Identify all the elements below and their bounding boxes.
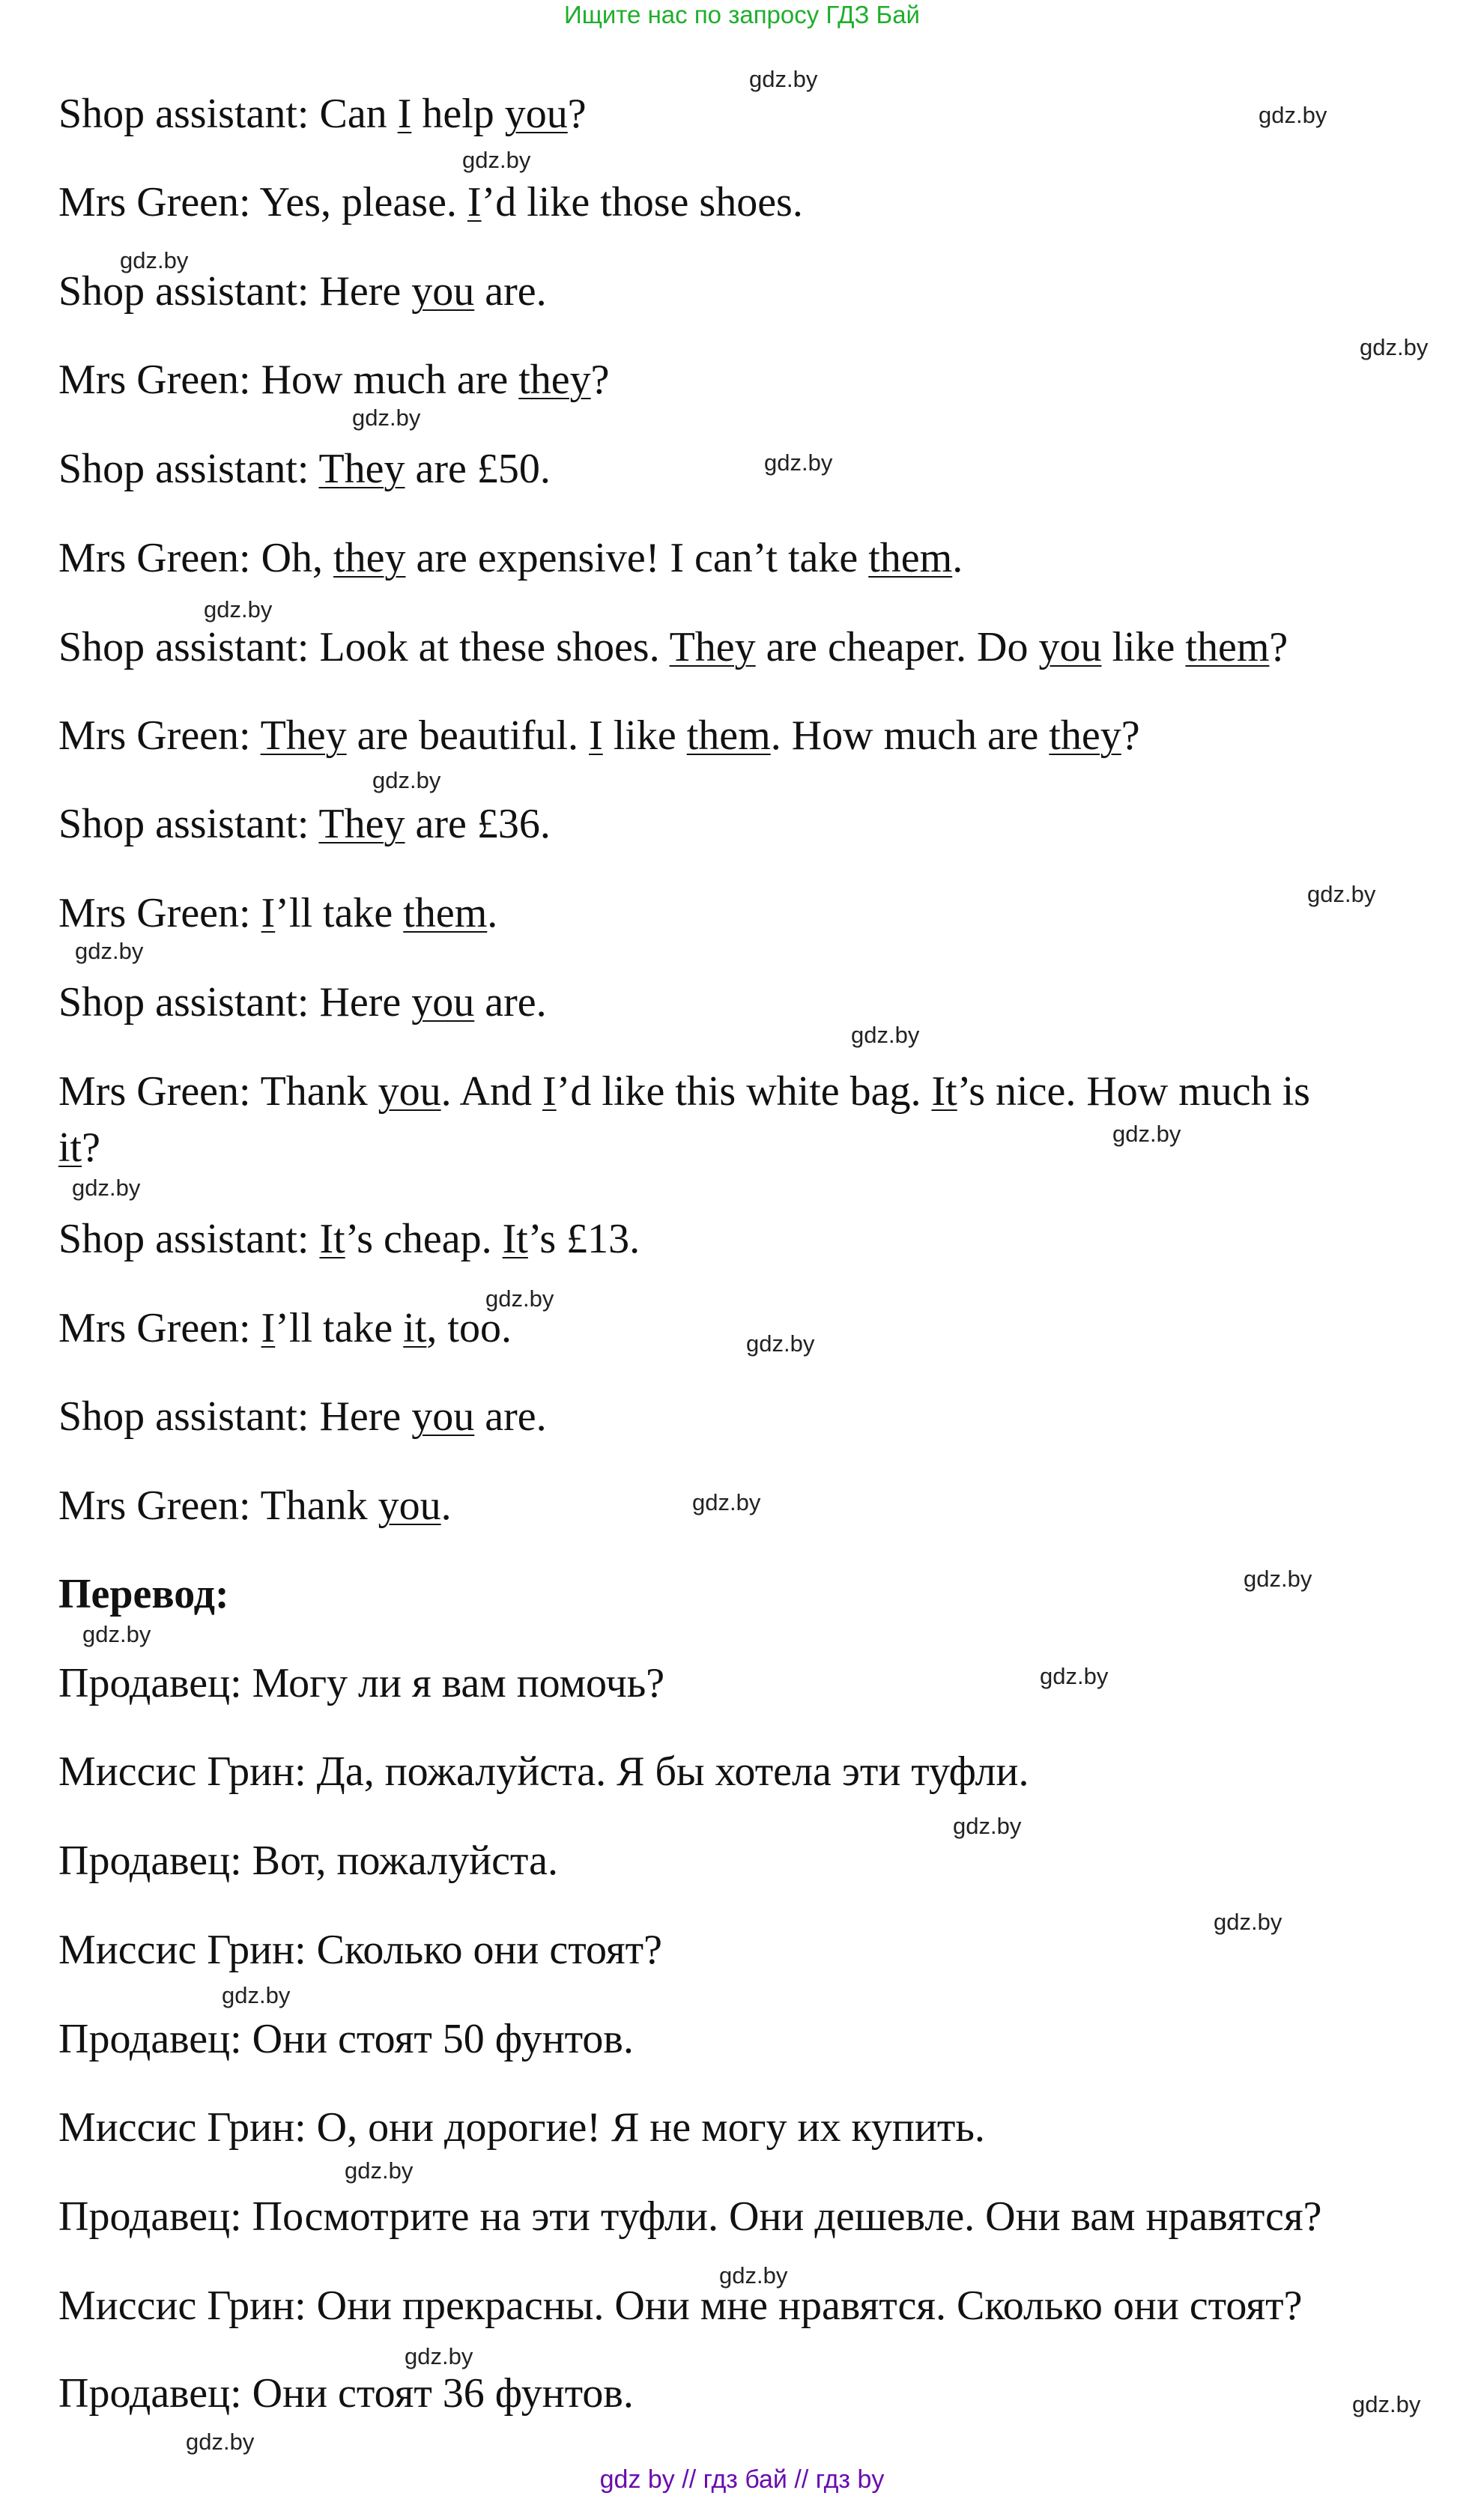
dialogue-text: are expensive! I can’t take (405, 535, 869, 581)
watermark: gdz.by (749, 66, 818, 92)
underlined-pronoun: I (589, 712, 603, 759)
watermark: gdz.by (1040, 1663, 1109, 1689)
dialogue-text: . How much are (770, 712, 1050, 759)
underlined-pronoun: you (411, 1393, 475, 1440)
underlined-pronoun: them (868, 535, 953, 581)
watermark: gdz.by (352, 405, 421, 431)
dialogue-line-13 (58, 1215, 640, 1263)
underlined-pronoun: you (411, 979, 475, 1026)
dialogue-text: ’d like those shoes. (481, 179, 803, 225)
dialogue-text: Shop assistant: Here (58, 979, 412, 1026)
dialogue-text: Shop assistant: (58, 801, 319, 847)
dialogue-text: Mrs Green: Thank (58, 1482, 378, 1529)
watermark: gdz.by (1259, 102, 1327, 128)
underlined-pronoun: It (502, 1216, 528, 1262)
watermark: gdz.by (1352, 2391, 1421, 2417)
dialogue-text: Shop assistant: (58, 1216, 320, 1262)
dialogue-line-15 (58, 1393, 547, 1441)
dialogue-text: Shop assistant: (58, 446, 319, 492)
watermark: gdz.by (1214, 1909, 1282, 1935)
watermark: gdz.by (746, 1330, 815, 1357)
underlined-pronoun: I (261, 1305, 276, 1351)
watermark: gdz.by (405, 2343, 473, 2369)
dialogue-text: like (602, 712, 687, 759)
watermark: gdz.by (851, 1022, 920, 1048)
underlined-pronoun: it (403, 1305, 427, 1351)
dialogue-line-1 (58, 90, 587, 138)
underlined-pronoun: I (397, 91, 412, 137)
dialogue-text: ? (1269, 624, 1288, 670)
underlined-pronoun: They (318, 801, 405, 847)
dialogue-line-16 (58, 1482, 452, 1530)
dialogue-text: are. (474, 1393, 547, 1440)
dialogue-line-11 (58, 978, 547, 1026)
watermark: gdz.by (204, 596, 273, 623)
translation-heading: Перевод: (58, 1571, 229, 1617)
watermark: gdz.by (186, 2429, 255, 2455)
dialogue-text: Shop assistant: Can (58, 91, 398, 137)
underlined-pronoun: I (467, 179, 482, 225)
dialogue-line-5 (58, 445, 551, 493)
translation-line-8: Миссис Грин: Они прекрасны. Они мне нравятся. Сколько они стоят? (58, 2283, 1303, 2329)
underlined-pronoun: I (542, 1068, 557, 1115)
dialogue-text: Shop assistant: Here (58, 1393, 412, 1440)
dialogue-line-12-cont (58, 1124, 100, 1172)
dialogue-text: ? (567, 91, 587, 137)
underlined-pronoun: you (1038, 624, 1102, 670)
dialogue-text: . (440, 1482, 452, 1529)
underlined-pronoun: them (686, 712, 771, 759)
translation-line-3: Продавец: Вот, пожалуйста. (58, 1838, 558, 1884)
watermark: gdz.by (1360, 334, 1429, 360)
dialogue-text: ’s £13. (527, 1216, 640, 1262)
dialogue-text: ’ll take (275, 890, 404, 936)
bottom-banner: gdz by // гдз бай // гдз by (599, 2465, 885, 2494)
underlined-pronoun: They (318, 446, 405, 492)
dialogue-text: ’s nice. How much is (957, 1068, 1310, 1115)
watermark: gdz.by (345, 2157, 414, 2184)
top-banner: Ищите нас по запросу ГДЗ Бай (564, 1, 920, 28)
dialogue-text: Mrs Green: Yes, please. (58, 179, 467, 225)
dialogue-line-9 (58, 800, 551, 848)
watermark: gdz.by (1244, 1566, 1312, 1592)
underlined-pronoun: you (378, 1068, 441, 1115)
watermark: gdz.by (72, 1175, 141, 1201)
watermark: gdz.by (82, 1621, 151, 1647)
dialogue-text: , too. (426, 1305, 512, 1351)
translation-line-5: Продавец: Они стоят 50 фунтов. (58, 2016, 634, 2062)
dialogue-text: . (487, 890, 498, 936)
dialogue-text: Mrs Green: How much are (58, 357, 519, 403)
watermark: gdz.by (120, 247, 189, 273)
watermark: gdz.by (692, 1489, 761, 1515)
watermark: gdz.by (719, 2262, 788, 2289)
dialogue-text: are beautiful. (346, 712, 590, 759)
underlined-pronoun: It (319, 1216, 345, 1262)
dialogue-text: . (952, 535, 963, 581)
underlined-pronoun: them (1185, 624, 1270, 670)
dialogue-text: are cheaper. Do (755, 624, 1039, 670)
dialogue-line-2 (58, 178, 803, 226)
underlined-pronoun: them (403, 890, 488, 936)
dialogue-text: help (411, 91, 505, 137)
dialogue-text: Shop assistant: Look at these shoes. (58, 624, 670, 670)
dialogue-text: ? (590, 357, 610, 403)
watermark: gdz.by (372, 767, 441, 793)
underlined-pronoun: I (261, 890, 276, 936)
dialogue-text: ’d like this white bag. (556, 1068, 932, 1115)
dialogue-text: Mrs Green: Thank (58, 1068, 378, 1115)
underlined-pronoun: It (931, 1068, 957, 1115)
dialogue-text: . And (440, 1068, 543, 1115)
dialogue-text: like (1101, 624, 1186, 670)
dialogue-line-6 (58, 534, 963, 582)
translation-line-1: Продавец: Могу ли я вам помочь? (58, 1660, 665, 1706)
dialogue-line-14 (58, 1304, 512, 1352)
dialogue-text: Mrs Green: (58, 1305, 261, 1351)
watermark: gdz.by (1112, 1121, 1181, 1147)
underlined-pronoun: They (669, 624, 756, 670)
dialogue-text: Mrs Green: (58, 890, 261, 936)
translation-line-2: Миссис Грин: Да, пожалуйста. Я бы хотела эти туфли. (58, 1748, 1029, 1795)
dialogue-line-12 (58, 1067, 1310, 1115)
translation-line-9: Продавец: Они стоят 36 фунтов. (58, 2370, 634, 2417)
dialogue-text: Mrs Green: Oh, (58, 535, 334, 581)
dialogue-line-10 (58, 889, 497, 937)
dialogue-text: are £50. (405, 446, 551, 492)
underlined-pronoun: They (260, 712, 347, 759)
underlined-pronoun: you (411, 268, 475, 315)
dialogue-line-3 (58, 267, 547, 315)
watermark: gdz.by (485, 1285, 554, 1312)
watermark: gdz.by (953, 1813, 1022, 1839)
dialogue-text: are £36. (405, 801, 551, 847)
dialogue-line-4 (58, 356, 610, 404)
underlined-pronoun: they (333, 535, 406, 581)
dialogue-text: Shop assistant: Here (58, 268, 412, 315)
dialogue-text: are. (474, 268, 547, 315)
watermark: gdz.by (75, 938, 144, 964)
watermark: gdz.by (222, 1982, 291, 2008)
underlined-pronoun: you (378, 1482, 441, 1529)
watermark: gdz.by (764, 449, 833, 476)
translation-line-4: Миссис Грин: Сколько они стоят? (58, 1927, 663, 1973)
dialogue-text: ? (82, 1124, 100, 1171)
underlined-pronoun: you (504, 91, 568, 137)
dialogue-text: Mrs Green: (58, 712, 261, 759)
dialogue-text: are. (474, 979, 547, 1026)
dialogue-text: ? (1121, 712, 1140, 759)
dialogue-text: ’s cheap. (345, 1216, 503, 1262)
dialogue-line-7 (58, 623, 1288, 671)
watermark: gdz.by (462, 147, 531, 173)
underlined-pronoun: they (1049, 712, 1121, 759)
translation-line-7: Продавец: Посмотрите на эти туфли. Они дешевле. Они вам нравятся? (58, 2193, 1322, 2240)
dialogue-line-8 (58, 712, 1140, 760)
dialogue-text: ’ll take (275, 1305, 404, 1351)
underlined-pronoun: it (58, 1124, 82, 1171)
translation-line-6: Миссис Грин: О, они дорогие! Я не могу их купить. (58, 2104, 985, 2151)
underlined-pronoun: they (518, 357, 591, 403)
watermark: gdz.by (1307, 881, 1376, 907)
